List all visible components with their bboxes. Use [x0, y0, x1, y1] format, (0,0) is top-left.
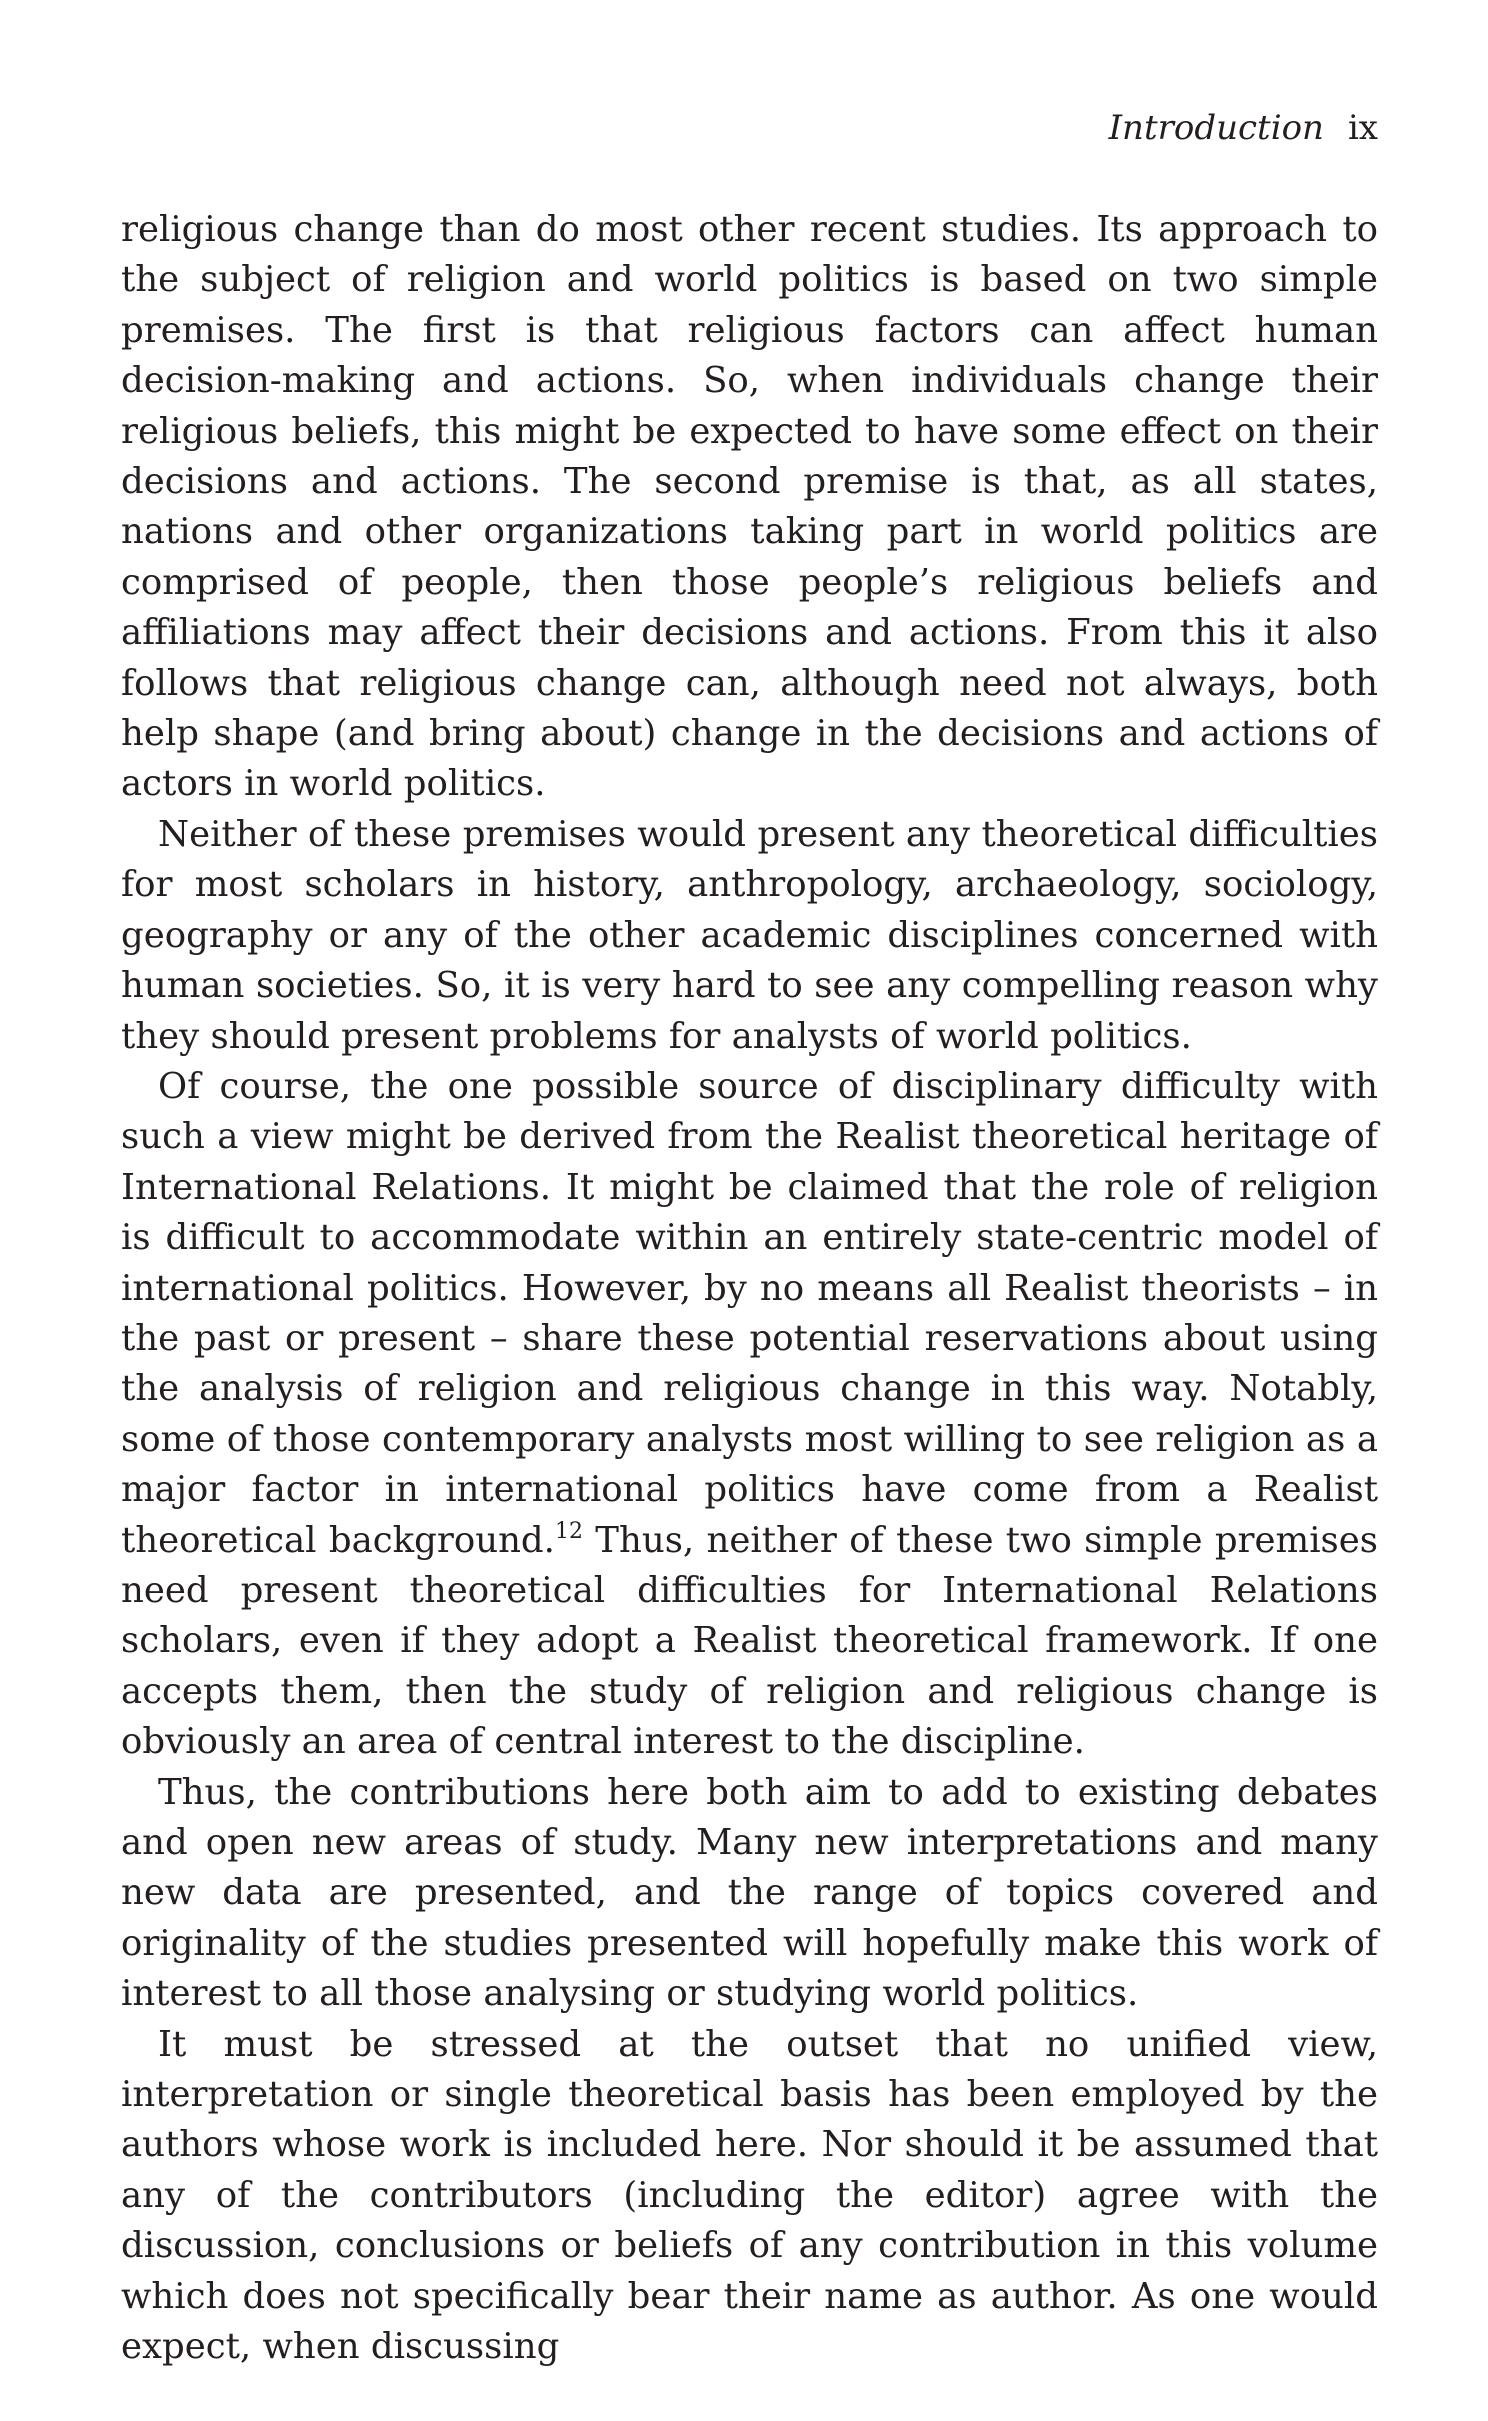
running-head — [1109, 108, 1378, 148]
paragraph-2: Neither of these premises would present any theoretical difficulties for most scholars in history, anthropology, archaeology, sociology, geography or any of the other academic disciplines concerned with human societies. So, it is very hard to see any compelling reason why they should present problems for analysts of world politics. — [121, 813, 1378, 1057]
body-text — [121, 205, 1378, 2372]
paragraph-3-text-before-note: Of course, the one possible source of disciplinary difficulty with such a view might be derived from the Realist theoretical heritage of International Relations. It might be claimed that the role of religion is difficult to accommodate within an entirely state-centric model of international politics. However, by no means all Realist theorists – in the past or present – share these potential reservations about using the analysis of religion and religious change in this way. Notably, some of those contemporary analysts most willing to see religion as a major factor in international politics have come from a Realist theoretical background. — [121, 1065, 1378, 1561]
paragraph-5: It must be stressed at the outset that no unified view, interpretation or single theoretical basis has been employed by the authors whose work is included here. Nor should it be assumed that any of the contributors (including the editor) agree with the discussion, conclusions or beliefs of any contribution in this volume which does not specifically bear their name as author. As one would expect, when discussing — [121, 2023, 1378, 2368]
paragraph-3-text-after-note: Thus, neither of these two simple premises need present theoretical difficulties for International Relations scholars, even if they adopt a Realist theoretical framework. If one accepts them, then the study of religion and religious change is obviously an area of central interest to the discipline. — [121, 1519, 1378, 1763]
paragraph-4: Thus, the contributions here both aim to add to existing debates and open new areas of study. Many new interpretations and many new data are presented, and the range of topics covered and originality of the studies presented will hopefully make this work of interest to all those analysing or studying world politics. — [121, 1771, 1378, 2015]
footnote-reference: 12 — [554, 1518, 583, 1544]
page-number: ix — [1347, 108, 1378, 148]
paragraph-3 — [121, 1062, 1378, 1768]
paragraph-1: religious change than do most other recent studies. Its approach to the subject of religion and world politics is based on two simple premises. The first is that religious factors can affect human decision-making and actions. So, when individuals change their religious beliefs, this might be expected to have some effect on their decisions and actions. The second premise is that, as all states, nations and other organizations taking part in world politics are comprised of people, then those people’s religious beliefs and affiliations may affect their decisions and actions. From this it also follows that religious change can, although need not always, both help shape (and bring about) change in the decisions and actions of actors in world politics. — [121, 209, 1378, 805]
running-head-title: Introduction — [1108, 108, 1324, 148]
